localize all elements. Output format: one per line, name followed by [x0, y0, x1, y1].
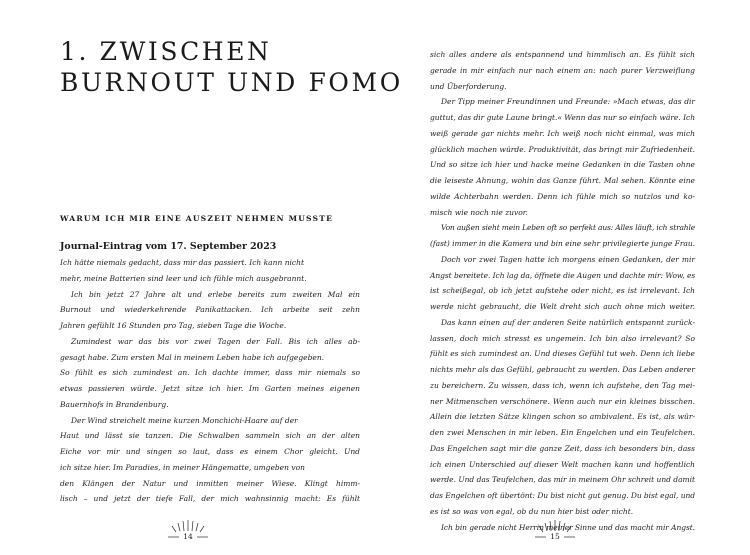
text-line: Bauernhofs in Brandenburg.	[60, 399, 169, 409]
section-heading: WARUM ICH MIR EINE AUSZEIT NEHMEN MUSSTE	[60, 214, 334, 223]
chapter-title-line-1: 1. ZWISCHEN	[60, 37, 272, 66]
text-line: zu bereichern. Zu wissen, dass ich, wenn ich aufstehe, den Tag mei-	[430, 380, 695, 390]
text-line: ich sitze hier. Im Paradies, in meiner Hängematte, umgeben von	[60, 462, 305, 472]
paragraph	[430, 220, 695, 252]
chapter-title-line-2: BURNOUT UND FOMO	[60, 68, 403, 97]
text-line: sich alles andere als entspannend und himmlisch an. Es fühlt sich	[430, 50, 695, 59]
text-line: werde nicht gebraucht, die Welt dreht sich auch ohne mich weiter.	[430, 302, 695, 311]
text-line: das Engelchen oft übertönt: Du bist nicht gut genug. Du bist egal, und	[430, 491, 695, 500]
paragraph	[430, 94, 695, 220]
text-line: Ich bin jetzt 27 Jahre alt und erlebe bereits zum zweiten Mal ein	[71, 289, 360, 299]
paragraph	[430, 520, 695, 536]
text-line: Und so sitze ich hier und hacke meine Gedanken in die Tasten ohne	[430, 160, 695, 170]
paragraph	[430, 252, 695, 315]
page-number-ornament-left	[158, 510, 218, 550]
journal-entry-heading: Journal-Eintrag vom 17. September 2023	[60, 241, 277, 252]
text-line: gerade in mir einfach nur nach einem an: nach purer Verzweiflung	[430, 65, 695, 75]
text-line: Angst bereitete. Ich lag da, öffnete die Augen und dachte mir: Wow, es	[430, 270, 696, 280]
text-line: Doch vor zwei Tagen hatte ich morgens einen Gedanken, der mir	[441, 254, 695, 264]
text-line: So fühlt es sich zumindest an. Ich dachte immer, dass mir niemals so	[60, 368, 360, 378]
text-line: mehr, meine Batterien sind leer und ich fühle mich ausgebrannt.	[60, 273, 307, 283]
text-line: ner Mitmenschen verschönere. Wenn auch nur ein kleines bisschen.	[430, 396, 695, 406]
left-body-text	[60, 255, 360, 507]
text-line: Burnout und wiederkehrende Panikattacken. Ich arbeite seit zehn	[60, 305, 360, 315]
text-line: Von außen sieht mein Leben oft so perfekt aus: Alles läuft, ich strahle	[441, 223, 695, 233]
sunburst-ornament-icon	[158, 510, 218, 550]
paragraph	[60, 413, 360, 508]
text-line: Ich hätte niemals gedacht, dass mir das passiert. Ich kann nicht	[60, 258, 304, 267]
page-number-right: 15	[550, 532, 560, 541]
text-line: gesagt habe. Zum ersten Mal in meinem Leben habe ich aufgegeben.	[60, 352, 325, 362]
paragraph	[430, 47, 695, 94]
text-line: werde. Und das Teufelchen, das mir in meinem Ohr schreit und damit	[430, 475, 695, 485]
text-line: wilde Achterbahn werden. Denn ich fühle mich so nutzlos und ko-	[430, 191, 695, 201]
text-line: den Klängen der Natur und inmitten meiner Wiese. Klingt himm-	[60, 478, 360, 488]
text-line: glücklich machen würde. Produktivität, das bringt mir Zufriedenheit.	[430, 144, 695, 154]
text-line: (fast) immer in die Kamera und bin eine sehr privilegierte junge Frau.	[430, 239, 695, 248]
text-line: Das kann einen auf der anderen Seite natürlich entspannt zurück-	[441, 317, 695, 327]
text-line: fühlt es sich zumindest an. Und dieses Gefühl tut weh. Denn ich liebe	[430, 349, 695, 359]
paragraph	[60, 255, 360, 287]
text-line: Das Engelchen sagt mir die ganze Zeit, dass ich besonders bin, dass	[430, 443, 695, 453]
right-body-text	[430, 47, 695, 535]
text-line: weiß gerade gar nichts mehr. Ich weiß noch nicht einmal, was mich	[430, 128, 695, 138]
text-line: lassen, doch mich stresst es ungemein. Ich bin also irrelevant? So	[430, 333, 695, 343]
text-line: ich einen Unterschied auf dieser Welt machen kann und hoffentlich	[430, 459, 695, 469]
page-number-left: 14	[183, 532, 193, 541]
paragraph	[430, 315, 695, 520]
text-line: Der Wind streichelt meine kurzen Monchichi-Haare auf der	[71, 415, 298, 425]
text-line: und Überforderung.	[430, 81, 507, 91]
text-line: Haut und lässt sie tanzen. Die Schwalben sammeln sich an der alten	[60, 431, 360, 441]
text-line: Zumindest war das bis vor zwei Tagen der Fall. Bis ich alles ab-	[71, 336, 360, 346]
text-line: die leiseste Ahnung, wohin das Ganze führt. Mal sehen. Könnte eine	[430, 176, 695, 185]
chapter-title	[60, 36, 403, 98]
text-line: den zwei Menschen in mir leben. Ein Engelchen und ein Teufelchen.	[430, 428, 695, 437]
text-line: Allein die letzten Sätze klingen schon so ambivalent. Es ist, als wür-	[430, 412, 695, 422]
text-line: Der Tipp meiner Freundinnen und Freunde: »Mach etwas, das dir	[441, 97, 695, 107]
text-line: lisch – und jetzt der tiefe Fall, der mich wahnsinnig macht: Es fühlt	[60, 494, 360, 504]
text-line: Jahren gefühlt 16 Stunden pro Tag, sieben Tage die Woche.	[60, 321, 287, 330]
text-line: Ich bin gerade nicht Herrin meiner Sinne und das macht mir Angst.	[441, 522, 695, 532]
text-line: ist scheißegal, ob ich jetzt aufstehe oder nicht, es ist irrelevant. Ich	[430, 286, 695, 296]
text-line: misch wie noch nie zuvor.	[430, 207, 528, 217]
text-line: nichts mehr als das Gefühl, gebraucht zu werden. Das Leben anderer	[430, 365, 695, 374]
paragraph	[60, 287, 360, 334]
paragraph	[60, 334, 360, 413]
text-line: es ist so was von egal, ob du nun hier bist oder nicht.	[430, 506, 634, 516]
text-line: Eiche vor mir und singen so laut, dass es einem Chor gleicht. Und	[60, 447, 360, 456]
text-line: etwas passieren würde. Jetzt sitze ich hier. Im Garten meines eigenen	[60, 384, 360, 393]
text-line: guttut, das dir gute Laune bringt.« Wenn das nur so einfach wäre. Ich	[430, 113, 695, 122]
